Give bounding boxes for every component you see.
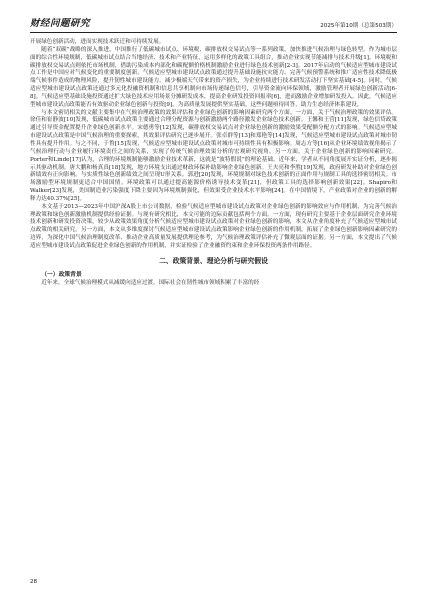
paragraph-1: 开展绿色创新活动，进而实现技术跃迁和可持续发展。 — [30, 39, 165, 45]
page-number: 28 — [30, 579, 38, 585]
running-header — [30, 12, 397, 33]
paragraph-3: 与本文密切相关的文献主要集中在气候治理政策的效果评估和企业绿色创新的影响因素研究两个方面。一方面，关于气候治理政策的效果评估。徐佳和崔静波[10]发现，低碳城市试点政策主要通过合理分配资源与创新激励两个路径激发企业绿色技术创新。王馨和王营[11]发现，绿色信贷政策通过引导资金配置提升企业绿色创新水平。宋德勇等[12]发现，碳排放权交易试点对企业绿色创新的激励效果受配额分配方式的影响。气候适应型城市建设试点政策是中国气候治理的重要探索，其效果评估研究已逐步展开。张卓群等[13]和郑艳等[14]发现，气候适应型城市建设试点政策对城市韧性具有提升作用。与之不同，于鲁[15]发现，气候适应型城市建设试点政策对城市可持续性具有积极影响。周志方等[16]从企业环境绩效视角揭示了气候治理行动与企业履行环境责任之间的关系，实现了传统气候治理效果分析的宏观研究视角。另一方面，关于企业绿色创新的影响因素研究。Porter和Linde[17]认为，合理的环境规制能够激励企业技术革新，这就是“波特假说”的理论基础。近年来，学者从不同角度展开实证分析，逐步揭示其驱动机制。唐大鹏和杨真真[18]发现，地方环境支出通过财政环保补助影响企业绿色创新。王夫亮和李胜[19]发现，政府研发补助对企业绿色创新绩效有正向影响。与实质性绿色创新绩效之间呈现U形关系。郭进[20]发现，环境规制对绿色技术创新的正面作用与规制工具的选择密切相关。市场激励型环境规制更适合中国国情。环境政策可以通过提高能源价格诱导技术变革[21]，但政策工具的选择影响创新效果[22]。Shapiro和Walker[23]发现，美国制造业污染强度下降主要因为环境规制强化，但效果受企业技术水平影响[24]。在中国情境下，产业政策对企业的创新的解释力达40.37%[25]。 — [30, 109, 397, 202]
section-paragraph-1: 近年来，全球气候治理模式从减缓向适应过渡，国际社会在韧性城市领域积累了丰富的经 — [41, 279, 260, 286]
journal-title: 财经问题研究 — [30, 18, 91, 29]
article-body — [30, 39, 397, 288]
subsection-heading: （一）政策背景 — [41, 271, 82, 278]
issue-info: 2025年第10期（总第503期） — [320, 23, 397, 29]
paragraph-4: 本文基于2013—2023年中国沪深A股上市公司数据，检验气候适应型城市建设试点政策对企业绿色创新的影响效应与作用机制，为完善气候治理政策和绿色创新激励机制提供经验证据。与现有研究相比，本文可能的边际贡献包括两个方面。一方面，现有研究主要基于企业层面研究企业环境技术创新和研发投资决策，较少从政策效果角度分析气候适应型城市建设试点政策对企业绿色创新的影响，本文从企业角度补充了气候适应型城市试点政策的相关研究。另一方面，本文从多维度探讨气候适应型城市建设试点政策影响企业绿色创新的作用机制，拓展了企业绿色创新影响因素研究的边界，为深化中国气候治理制度改革、推动企业高质量发展提供理论参考，为气候治理政策评估补充了微观层面的证据。另一方面，本文提出了气候适应型城市建设试点政策促进企业绿色创新的作用机制，并实证检验了企业融资约束和企业环保投资两条作用路径。 — [30, 203, 397, 249]
paragraph-2: 随着“双碳”战略的深入推进，中国推行了低碳城市试点、环境税、碳排放权交易试点等一系列政策，加快推进气候治理与绿色转型。作为城市层面的综合性环境规制，低碳城市试点结合当地经济、技术和产业特征，运用多样化的政策工具组合，推动企业实现节能减排与技术升级[1]。环境税和碳排放权交易试点则依托市场机制，借助污染成本内部化和碳配额价格机制激励企业进行绿色技术创新[2-3]。2017年启动的气候适应型城市建设试点工作是中国应对气候变化的重要制度创新。气候适应型城市建设试点政策通过提升基础设施抗灾能力、完善气候预警系统和推广适应性技术降低极端气候事件造成的物理风险，提升韧性城市建设能力，减少极端天气带来的资产损失，为企业持续进行技术研发活动打下坚实基础[4-5]。同时，气候适应型城市建设试点政策还通过多元化投融资机制和信息共享机制向市场传递绿色信号，引导资金流向环保领域，激励管理者开展绿色创新活动[6-8]。气候适应型基础设施投资通过扩大绿色技术应用场景分摊研发成本，提高企业研发投资回报率[6]，进而激励企业增加研发投入。因此，气候适应型城市建设试点政策能否有效驱动企业绿色创新与投资[9]，为高质量发展提供坚实基础。这些问题亟待回答，助力生态经济体系建设。 — [30, 46, 397, 108]
section-heading: 二、政策背景、理论分析与研究假设 — [159, 256, 268, 265]
